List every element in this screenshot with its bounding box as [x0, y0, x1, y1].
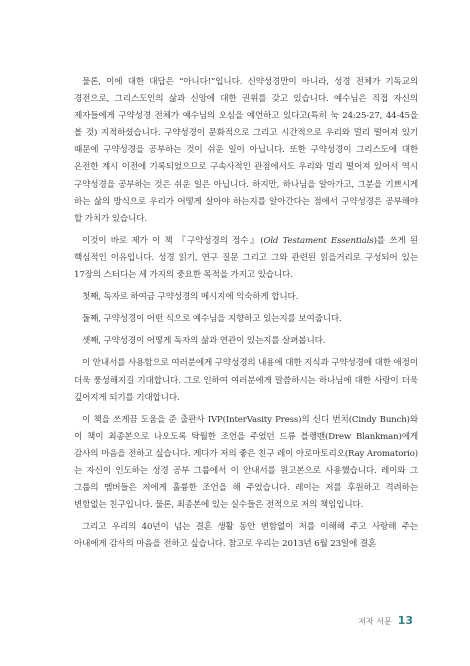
page-number: 13 [397, 614, 413, 627]
section-label: 저자 서문 [358, 617, 392, 626]
paragraph-acknowledgements: 이 책을 쓰게끔 도움을 준 출판사 IVP(InterVasity Press)의 신디 번치(Cindy Bunch)와 이 책이 최종본으로 나오도록 탁월한 조언을 주었던 드류 블랭맨(Drew Blankman)에게 감사의 마음을 전하고 싶습니다. 게다가 저의 좋은 친구 레이 아로마토리오(Ray Aromatorio)는 자신이 인도하는 성경 공부 그룹에서 이 안내서를 원고본으로 사용했습니다. 레이와 그 그룹의 멤버들은 저에게 훌륭한 조언을 해 주었습니다. 레이는 저를 후원하고 격려하는 변함없는 친구입니다. 물론, 최종본에 있는 실수들은 전적으로 저의 책임입니다. [74, 414, 418, 511]
paragraph-hope: 이 안내서를 사용함으로 여러분에게 구약성경의 내용에 대한 지식과 구약성경에 대한 애정이 더욱 풍성해지길 기대합니다. 그로 인하여 여러분에게 말씀하시는 하나님에 대한 사랑이 더욱 깊어지게 되기를 기대합니다. [74, 358, 418, 403]
paragraph-dedication: 그리고 우리의 40년이 넘는 결혼 생활 동안 변함없이 저를 이해해 주고 사랑해 주는 아내에게 감사의 마음을 전하고 싶습니다. 참고로 우리는 2013년 6월 23일에 결혼 [74, 522, 418, 550]
paragraph-answer: 물론, 이에 대한 대답은 “아니다!”입니다. 신약성경만이 아니라, 성경 전체가 기독교의 경전으로, 그리스도인의 삶과 신앙에 대한 권위를 갖고 있습니다. 예수님은 직접 자신의 제자들에게 구약성경 전체가 예수님의 오심을 예언하고 있다고(특히 눅 24:25-27, 44-45을 볼 것) 지적하셨습니다. 구약성경이 문화적으로 그리고 시간적으로 우리와 멀리 떨어져 있기 때문에 구약성경을 공부하는 것이 쉬운 일이 아닙니다. 또한 구약성경이 그리스도에 대한 온전한 계시 이전에 기록되었으므로 구속사적인 관점에서도 우리와 멀리 떨어져 있어서 역시 구약성경을 공부하는 것은 쉬운 일은 아닙니다. 하지만, 하나님을 알아가고, 그분을 기쁘시게 하는 삶의 방식으로 우리가 어떻게 살아야 하는지를 알아간다는 점에서 구약성경은 공부해야 할 가치가 있습니다. [74, 77, 418, 224]
body-text [74, 74, 418, 553]
paragraph-purpose-third: 셋째, 구약성경이 어떻게 독자의 삶과 연관이 있는지를 살펴봅니다. [82, 336, 326, 347]
paragraph-purpose-second: 둘째, 구약성경이 어떤 식으로 예수님을 지향하고 있는지를 보여줍니다. [82, 314, 342, 325]
page-footer [358, 614, 413, 627]
paragraph-purpose: 이것이 바로 제가 이 책 『구약성경의 정수』(Old Testament Essentials)를 쓰게 된 핵심적인 이유입니다. 성경 읽기, 연구 질문 그리고 그와 관련된 읽을거리로 구성되어 있는 17장의 스터디는 세 가지의 중요한 목적을 가지고 있습니다. [74, 235, 418, 281]
paragraph-purpose-first: 첫째, 독자로 하여금 구약성경의 메시지에 익숙하게 합니다. [82, 292, 299, 303]
